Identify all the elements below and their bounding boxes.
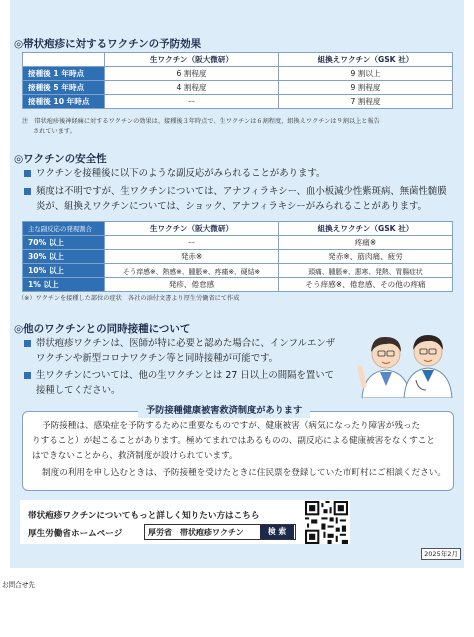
effect-header-live: 生ワクチン（阪大微研）: [105, 53, 279, 67]
doctors-illustration: [356, 320, 456, 398]
safety-bullet-2b: 炎が、組換えワクチンについては、ショック、アナフィラキシーがみられることがあります。: [36, 201, 427, 212]
table-row: 10% 以上 そう痒感※、熱感※、腫脹※、疼痛※、硬結※ 頭痛、腫脹※、悪寒、発熱、胃腸症状: [23, 264, 453, 278]
table-row: 70% 以上 ー 疼痛※: [23, 236, 453, 250]
table-row: 30% 以上 発赤※ 発赤※、筋肉痛、疲労: [23, 250, 453, 264]
bullet-square-icon: [24, 170, 31, 177]
bullet-square-icon: [24, 340, 31, 347]
safety-table: [22, 221, 453, 292]
safety-header-live: 生ワクチン（阪大微研）: [105, 222, 279, 236]
relief-title: 予防接種健康被害救済制度があります: [138, 400, 310, 418]
simultaneous-bullet-2a: 生ワクチンについては、他の生ワクチンとは 27 日以上の間隔を置いて: [36, 370, 335, 381]
effect-table: [22, 52, 453, 109]
simultaneous-section-title: ◎他のワクチンとの同時接種について: [14, 323, 191, 335]
table-row: 1% 以上 発疹、倦怠感 そう痒感※、倦怠感、その他の疼痛: [23, 278, 453, 292]
table-row: 接種後 5 年時点 4 割程度 9 割程度: [23, 81, 453, 95]
search-query: 厚労省 帯状疱疹ワクチン: [148, 528, 244, 537]
contact-label: お問合せ先: [2, 581, 35, 589]
safety-bullet-1: ワクチンを接種後に以下のような副反応がみられることがあります。: [36, 168, 326, 179]
effect-note-2: されています。: [33, 128, 76, 135]
relief-line-2: りすること）が起こることがあります。極めてまれではあるものの、副反応による健康被害をなくすこと: [32, 436, 435, 446]
simultaneous-bullet-2b: 接種してください。: [36, 385, 121, 396]
effect-section-title: ◎帯状疱疹に対するワクチンの予防効果: [14, 38, 202, 50]
simultaneous-bullet-1a: 帯状疱疹ワクチンは、医師が特に必要と認めた場合に、インフルエンザ: [36, 338, 336, 349]
bullet-square-icon: [24, 188, 31, 195]
info-site[interactable]: 厚生労働省ホームページ: [28, 529, 123, 539]
safety-note: （※）ワクチンを接種した部位の症状 各社の添付文書より厚生労働省にて作成: [18, 295, 240, 302]
search-button[interactable]: 検 索: [260, 525, 294, 539]
table-row: 接種後 10 年時点 ー 7 割程度: [23, 95, 453, 109]
simultaneous-bullet-1b: ワクチンや新型コロナワクチン等と同時接種が可能です。: [36, 353, 279, 364]
effect-note-1: 注 帯状疱疹後神経痛に対するワクチンの効果は、接種後３年時点で、生ワクチンは６割程度、組換えワクチンは９割以上と報告: [22, 118, 380, 125]
relief-line-4: 制度の利用を申し込むときは、予防接種を受けたときに住民票を登録していた市町村にご相談ください。: [42, 468, 446, 478]
relief-line-3: はできないことから、救済制度が設けられています。: [32, 451, 238, 461]
table-row: 接種後 1 年時点 6 割程度 9 割以上: [23, 67, 453, 81]
date-badge: 2025年2月: [421, 548, 461, 560]
relief-line-1: 予防接種は、感染症を予防するために重要なものですが、健康被害（病気になったり障害が残った: [42, 421, 421, 431]
safety-bullet-2a: 頻度は不明ですが、生ワクチンについては、アナフィラキシー、血小板減少性紫斑病、無菌性髄膜: [36, 186, 447, 197]
effect-header-recombinant: 組換えワクチン（GSK 社）: [279, 53, 453, 67]
safety-section-title: ◎ワクチンの安全性: [14, 153, 107, 165]
bullet-square-icon: [24, 372, 31, 379]
safety-corner: 主な副反応の発現割合: [23, 222, 105, 236]
qr-code-icon[interactable]: [305, 501, 348, 544]
info-line: 帯状疱疹ワクチンについてもっと詳しく知りたい方はこちら: [28, 511, 260, 521]
safety-header-recombinant: 組換えワクチン（GSK 社）: [279, 222, 453, 236]
